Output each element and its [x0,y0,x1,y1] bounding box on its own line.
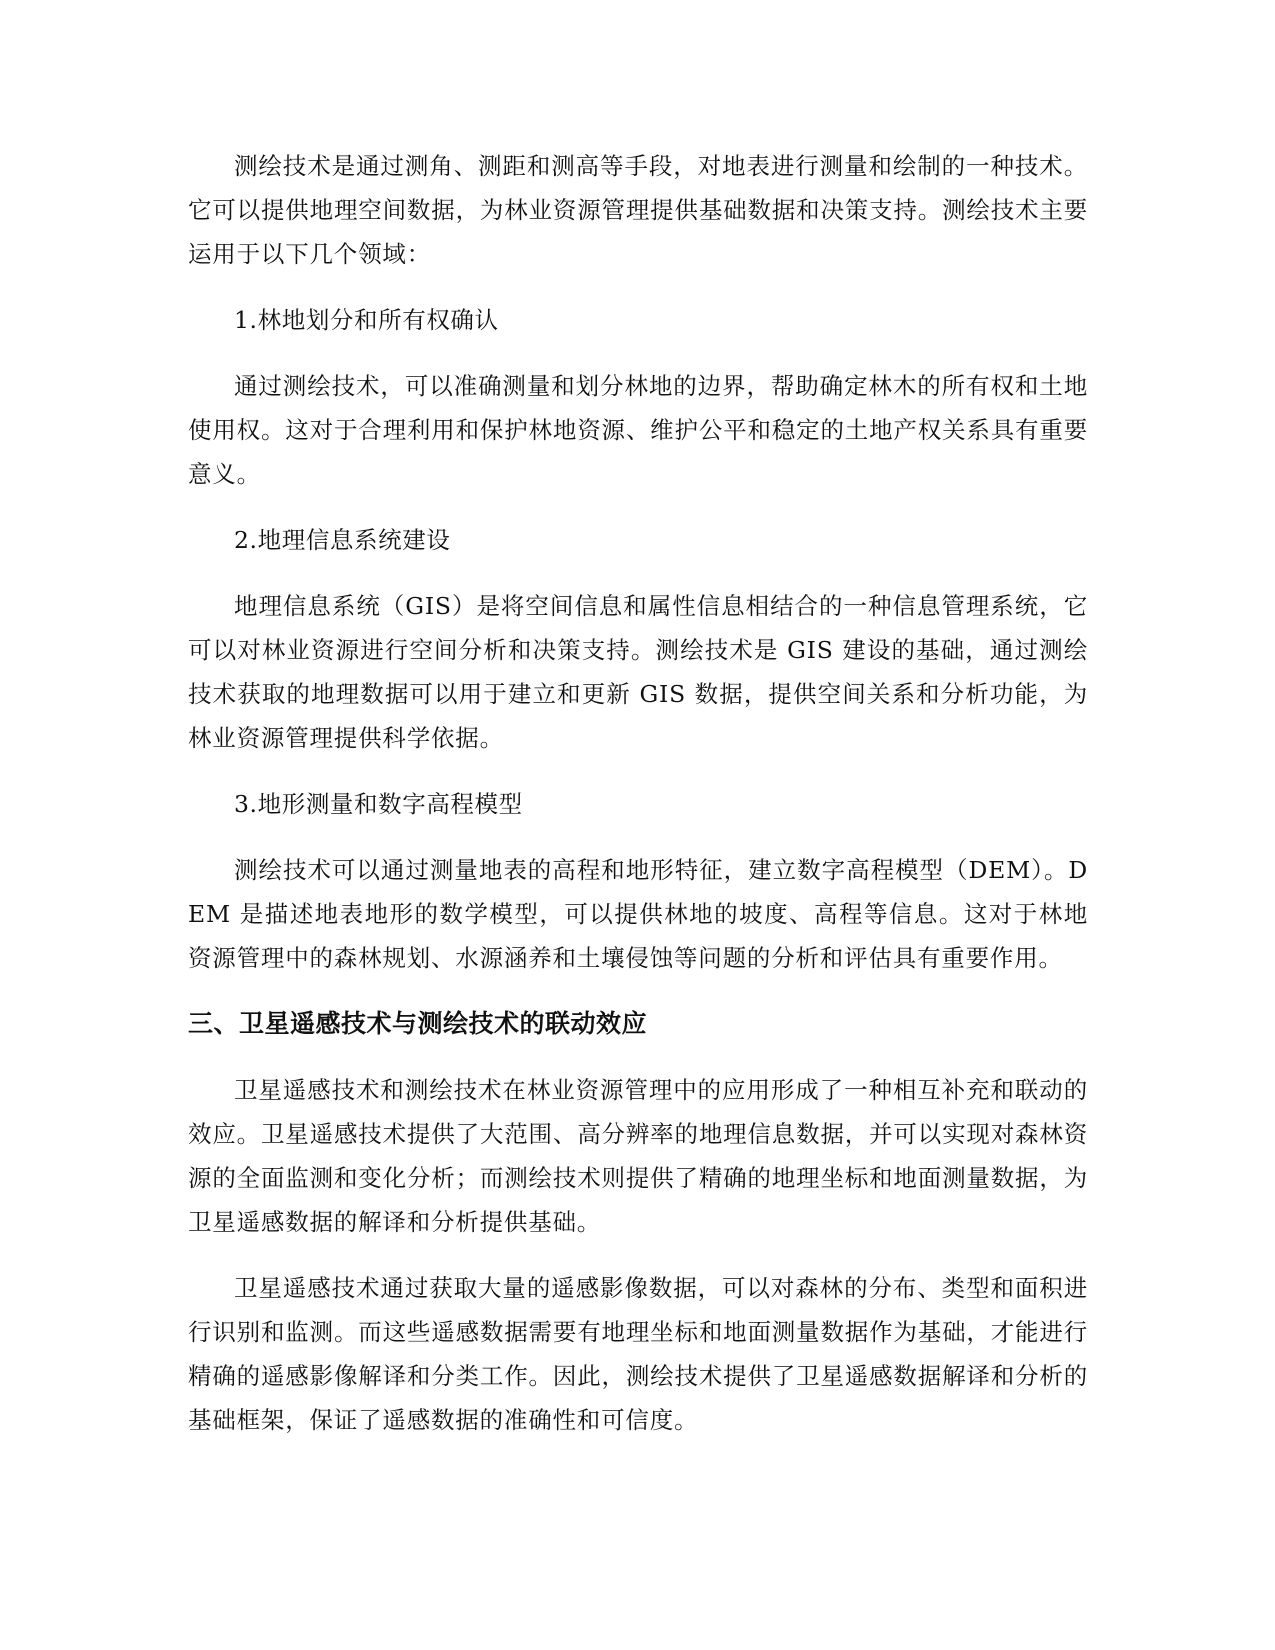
paragraph-linkage-effect: 卫星遥感技术和测绘技术在林业资源管理中的应用形成了一种相互补充和联动的效应。卫星遥感技术提供了大范围、高分辨率的地理信息数据，并可以实现对森林资源的全面监测和变化分析；而测绘技术则提供了精确的地理坐标和地面测量数据，为卫星遥感数据的解译和分析提供基础。 [188,1076,1088,1236]
paragraph-gap [188,826,1088,848]
paragraph-gap [188,1244,1088,1266]
paragraph-gap [188,980,1088,1002]
paragraph-gap [188,342,1088,364]
paragraph-gap [188,496,1088,518]
paragraph-terrain-dem: 测绘技术可以通过测量地表的高程和地形特征，建立数字高程模型（DEM）。DEM 是描述地表地形的数学模型，可以提供林地的坡度、高程等信息。这对于林地资源管理中的森林规划、水源涵养和土壤侵蚀等问题的分析和评估具有重要作用。 [188,856,1088,972]
paragraph-gap [188,760,1088,782]
section-heading-3: 三、卫星遥感技术与测绘技术的联动效应 [188,1009,648,1038]
document-body [188,144,1088,1442]
paragraph-gap [188,276,1088,298]
list-item-gis-construction: 2.地理信息系统建设 [234,526,451,554]
paragraph-forest-land-division: 通过测绘技术，可以准确测量和划分林地的边界，帮助确定林木的所有权和土地使用权。这对于合理利用和保护林地资源、维护公平和稳定的土地产权关系具有重要意义。 [188,372,1088,488]
list-item-forest-land-division: 1.林地划分和所有权确认 [234,306,499,334]
paragraph-gis-construction: 地理信息系统（GIS）是将空间信息和属性信息相结合的一种信息管理系统，它可以对林业资源进行空间分析和决策支持。测绘技术是 GIS 建设的基础，通过测绘技术获取的地理数据可以用于建立和更新 GIS 数据，提供空间关系和分析功能，为林业资源管理提供科学依据。 [188,592,1088,752]
paragraph-gap [188,562,1088,584]
paragraph-surveying-intro: 测绘技术是通过测角、测距和测高等手段，对地表进行测量和绘制的一种技术。它可以提供地理空间数据，为林业资源管理提供基础数据和决策支持。测绘技术主要运用于以下几个领域： [188,152,1088,268]
paragraph-remote-sensing-basis: 卫星遥感技术通过获取大量的遥感影像数据，可以对森林的分布、类型和面积进行识别和监测。而这些遥感数据需要有地理坐标和地面测量数据作为基础，才能进行精确的遥感影像解译和分类工作。因此，测绘技术提供了卫星遥感数据解译和分析的基础框架，保证了遥感数据的准确性和可信度。 [188,1274,1088,1434]
list-item-terrain-dem: 3.地形测量和数字高程模型 [234,790,523,818]
paragraph-gap [188,1046,1088,1068]
